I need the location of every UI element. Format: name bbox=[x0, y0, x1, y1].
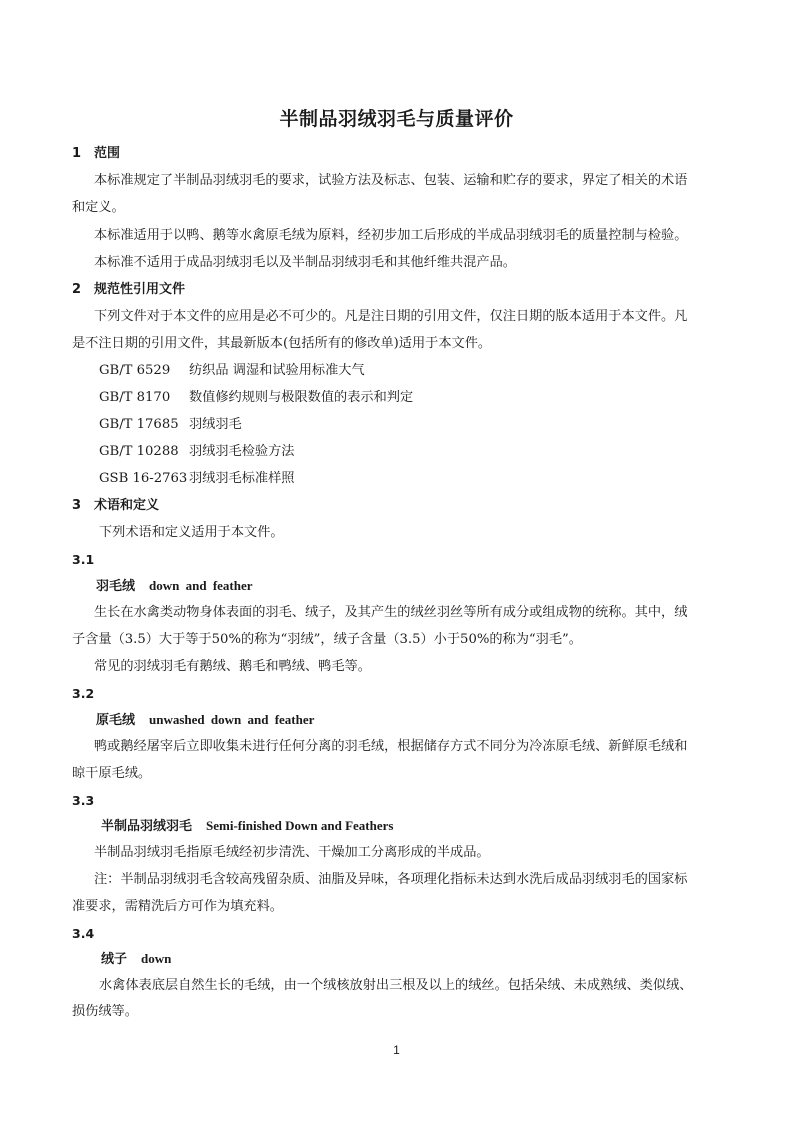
paragraph-line: 损伤绒等。 bbox=[72, 1004, 138, 1019]
section-number: 3 bbox=[72, 498, 82, 513]
note-line: 准要求，需精洗后方可作为填充料。 bbox=[72, 899, 283, 914]
subsection-number: 3.1 bbox=[72, 552, 95, 567]
paragraph-line: 子含量（3.5）大于等于50%的称为“羽绒”，绒子含量（3.5）小于50%的称为“羽毛”。 bbox=[72, 632, 582, 647]
page-number: 1 bbox=[393, 1043, 400, 1057]
subsection-number: 3.4 bbox=[72, 926, 95, 941]
paragraph-line: 本标准适用于以鸭、鹅等水禽原毛绒为原料，经初步加工后形成的半成品羽绒羽毛的质量控制与检验。 bbox=[94, 228, 688, 243]
paragraph-line: 下列文件对于本文件的应用是必不可少的。凡是注日期的引用文件，仅注日期的版本适用于本文件。凡 bbox=[94, 309, 688, 324]
term-chinese: 绒子 bbox=[101, 952, 128, 967]
reference-code: GB/T 8170 bbox=[99, 390, 171, 405]
reference-item bbox=[99, 470, 295, 488]
paragraph-line: 鸭或鹅经屠宰后立即收集未进行任何分离的羽毛绒，根据储存方式不同分为冷冻原毛绒、新鲜原毛绒和 bbox=[94, 739, 688, 754]
term-chinese: 半制品羽绒羽毛 bbox=[101, 819, 193, 834]
paragraph-line: 是不注日期的引用文件，其最新版本(包括所有的修改单)适用于本文件。 bbox=[72, 336, 492, 351]
term-entry bbox=[101, 950, 171, 969]
section-1-heading bbox=[72, 145, 120, 163]
paragraph-line: 下列术语和定义适用于本文件。 bbox=[99, 525, 284, 540]
reference-title: 羽绒羽毛标准样照 bbox=[189, 471, 295, 486]
reference-code: GB/T 17685 bbox=[99, 417, 179, 432]
reference-code: GSB 16-2763 bbox=[99, 471, 188, 486]
paragraph-line: 常见的羽绒羽毛有鹅绒、鹅毛和鸭绒、鸭毛等。 bbox=[94, 659, 371, 674]
section-number: 1 bbox=[72, 146, 82, 161]
reference-item bbox=[99, 389, 413, 407]
section-3-heading bbox=[72, 497, 159, 515]
term-entry bbox=[96, 577, 253, 596]
term-entry bbox=[101, 817, 393, 836]
paragraph-line: 水禽体表底层自然生长的毛绒，由一个绒核放射出三根及以上的绒丝。包括朵绒、未成熟绒、类似绒、 bbox=[99, 978, 693, 993]
term-chinese: 原毛绒 bbox=[96, 713, 136, 728]
reference-title: 纺织品 调湿和试验用标准大气 bbox=[189, 363, 365, 378]
subsection-number: 3.3 bbox=[72, 793, 95, 808]
term-english: down and feather bbox=[149, 578, 253, 593]
section-2-heading bbox=[72, 281, 185, 299]
reference-code: GB/T 10288 bbox=[99, 444, 179, 459]
reference-item bbox=[99, 362, 365, 380]
reference-code: GB/T 6529 bbox=[99, 363, 171, 378]
term-chinese: 羽毛绒 bbox=[96, 579, 136, 594]
paragraph-line: 生长在水禽类动物身体表面的羽毛、绒子，及其产生的绒丝羽丝等所有成分或组成物的统称。其中，绒 bbox=[94, 605, 688, 620]
paragraph-line: 本标准不适用于成品羽绒羽毛以及半制品羽绒羽毛和其他纤维共混产品。 bbox=[94, 255, 516, 270]
section-number: 2 bbox=[72, 282, 82, 297]
paragraph-line: 晾干原毛绒。 bbox=[72, 766, 152, 781]
section-title: 规范性引用文件 bbox=[94, 282, 186, 297]
paragraph-line: 半制品羽绒羽毛指原毛绒经初步清洗、干燥加工分离形成的半成品。 bbox=[94, 845, 490, 860]
reference-item bbox=[99, 443, 295, 461]
reference-title: 数值修约规则与极限数值的表示和判定 bbox=[189, 390, 414, 405]
paragraph-line: 和定义。 bbox=[72, 200, 125, 215]
reference-title: 羽绒羽毛 bbox=[189, 417, 242, 432]
term-english: Semi-finished Down and Feathers bbox=[206, 818, 394, 833]
term-english: down bbox=[141, 951, 172, 966]
document-title: 半制品羽绒羽毛与质量评价 bbox=[279, 108, 514, 130]
section-title: 范围 bbox=[94, 146, 121, 161]
paragraph-line: 本标准规定了半制品羽绒羽毛的要求，试验方法及标志、包装、运输和贮存的要求，界定了相关的术语 bbox=[94, 173, 688, 188]
reference-item bbox=[99, 416, 242, 434]
reference-title: 羽绒羽毛检验方法 bbox=[189, 444, 295, 459]
subsection-number: 3.2 bbox=[72, 686, 95, 701]
section-title: 术语和定义 bbox=[94, 498, 160, 513]
note-line: 注：半制品羽绒羽毛含较高残留杂质、油脂及异味，各项理化指标未达到水洗后成品羽绒羽毛的国家标 bbox=[94, 872, 688, 887]
term-english: unwashed down and feather bbox=[149, 712, 315, 727]
term-entry bbox=[96, 711, 314, 730]
